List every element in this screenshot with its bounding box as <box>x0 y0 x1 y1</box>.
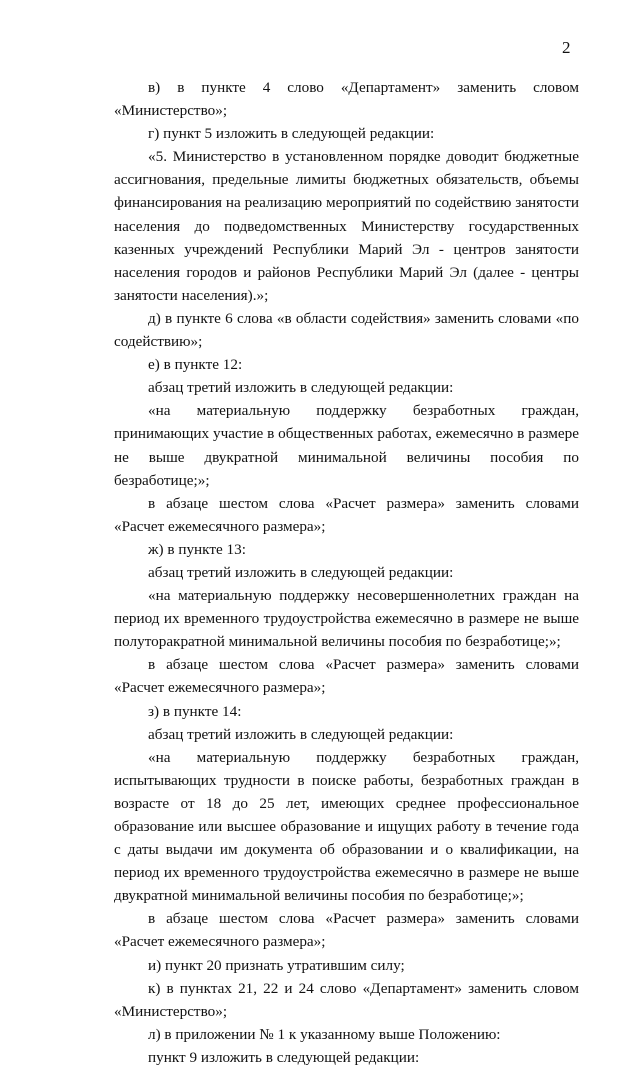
paragraph: абзац третий изложить в следующей редакции: <box>148 379 454 397</box>
paragraph: «5. Министерство в установленном порядке доводит бюджетные ассигнования, предельные лимиты бюджетных обязательств, объемы финансирования на реализацию мероприятий по содействию занятости населения до подведомственных Министерству государственных казенных учреждений Республики Марий Эл - центров занятости населения городов и районов Республики Марий Эл (далее - центры занятости населения).»; <box>114 148 579 304</box>
paragraph: «на материальную поддержку безработных граждан, принимающих участие в общественных работах, ежемесячно в размере не выше двукратной минимальной величины пособия по безработице;»; <box>114 402 579 489</box>
paragraph: абзац третий изложить в следующей редакции: <box>148 563 454 581</box>
paragraph: «на материальную поддержку несовершеннолетних граждан на период их временного трудоустройства ежемесячно в размере не выше полуторакратной минимальной величины пособия по безработице;»; <box>114 587 579 651</box>
paragraph: д) в пункте 6 слова «в области содействия» заменить словами «по содействию»; <box>114 309 579 351</box>
paragraph: е) в пункте 12: <box>148 356 243 374</box>
paragraph: г) пункт 5 изложить в следующей редакции: <box>148 125 435 143</box>
paragraph: «на материальную поддержку безработных граждан, испытывающих трудности в поиске работы, безработных граждан в возрасте от 18 до 25 лет, имеющих среднее профессиональное образование или высшее образование и ищущих работу в течение года с даты выдачи им документа об образовании и о квалификации, на период их временного трудоустройства ежемесячно в размере не выше двукратной минимальной величины пособия по безработице;»; <box>114 748 579 905</box>
paragraph: в абзаце шестом слова «Расчет размера» заменить словами «Расчет ежемесячного размера»; <box>114 910 579 951</box>
paragraph: з) в пункте 14: <box>148 702 242 720</box>
paragraph: абзац третий изложить в следующей редакции: <box>148 725 454 743</box>
paragraph: ж) в пункте 13: <box>148 540 246 558</box>
paragraph: пункт 9 изложить в следующей редакции: <box>148 1048 420 1066</box>
paragraph: л) в приложении № 1 к указанному выше Положению: <box>148 1025 501 1043</box>
paragraph: в абзаце шестом слова «Расчет размера» заменить словами «Расчет ежемесячного размера»; <box>114 494 579 535</box>
document-body <box>114 76 579 1069</box>
paragraph: и) пункт 20 признать утратившим силу; <box>148 956 405 974</box>
paragraph: в) в пункте 4 слово «Департамент» заменить словом «Министерство»; <box>114 79 579 120</box>
paragraph: в абзаце шестом слова «Расчет размера» заменить словами «Расчет ежемесячного размера»; <box>114 656 579 697</box>
page-number: 2 <box>562 38 571 57</box>
paragraph: к) в пунктах 21, 22 и 24 слово «Департамент» заменить словом «Министерство»; <box>114 979 579 1020</box>
